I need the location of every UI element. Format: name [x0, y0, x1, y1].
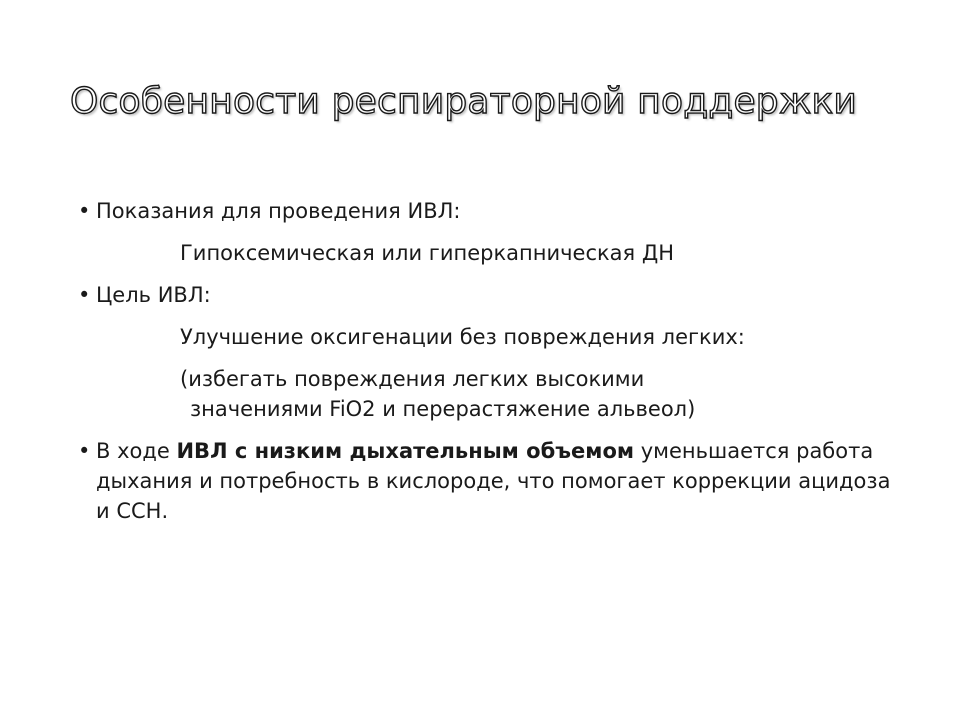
sub-item: Гипоксемическая или гиперкапническая ДН — [180, 241, 675, 265]
slide-body — [76, 196, 896, 538]
slide-title: Особенности респираторной поддержки — [70, 81, 858, 122]
sub-note-line2: значениями FiO2 и перерастяжение альвеол) — [190, 397, 696, 421]
bullet-prefix: В ходе — [96, 439, 177, 463]
bullet-text: Цель ИВЛ: — [96, 283, 211, 307]
bullet-text: Показания для проведения ИВЛ: — [96, 199, 461, 223]
bullet-dot: • — [78, 283, 91, 307]
bullet-suffix: уменьшается работа дыхания и потребность в кислороде, что помогает коррекции ацидоза и ССН. — [96, 439, 891, 523]
bullet-low-volume — [76, 436, 896, 526]
sub-note-line1: (избегать повреждения легких высокими — [180, 367, 645, 391]
bullet-dot: • — [78, 439, 91, 463]
bullet-goal — [76, 280, 896, 310]
sub-item: Улучшение оксигенации без повреждения легких: — [180, 325, 745, 349]
sub-item-note — [180, 364, 896, 424]
bullet-indications — [76, 196, 896, 226]
bullet-bold-term: ИВЛ с низким дыхательным объемом — [176, 439, 635, 463]
bullet-dot: • — [78, 199, 91, 223]
